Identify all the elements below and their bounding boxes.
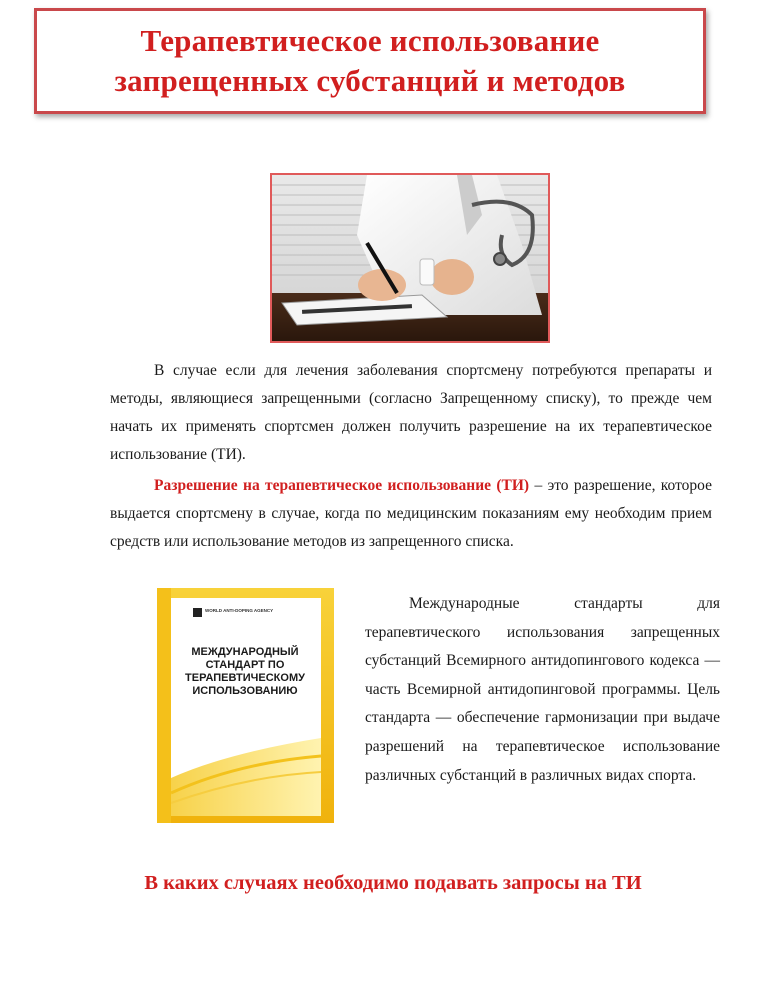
- page-title-line-1: Терапевтическое использование: [140, 23, 600, 58]
- title-box: [34, 8, 706, 114]
- wada-logo-icon: [193, 608, 202, 617]
- book-title: МЕЖДУНАРОДНЫЙ СТАНДАРТ ПО ТЕРАПЕВТИЧЕСКОМУ ИСПОЛЬЗОВАНИЮ: [185, 646, 305, 697]
- standard-book-cover: [157, 588, 334, 823]
- doctor-illustration: [272, 175, 548, 341]
- intro-paragraph: В случае если для лечения заболевания спортсмену потребуются препараты и методы, являющиеся запрещенными (согласно Запрещенному списку), то прежде чем начать их применять спортсмен должен получить разрешение на их терапевтическое использование (ТИ).: [110, 362, 712, 463]
- bottom-heading: В каких случаях необходимо подавать запросы на ТИ: [144, 872, 642, 894]
- standards-paragraph: Международные стандарты для терапевтического использования запрещенных субстанций Всемирного антидопингового кодекса — часть Всемирной антидопинговой программы. Цель стандарта — обеспечение гармонизации при выдаче разрешений на терапевтическое использование различных субстанций в различных видах спорта.: [365, 595, 720, 784]
- book-agency-name: WORLD ANTI-DOPING AGENCY: [205, 608, 274, 613]
- definition-paragraph: [110, 472, 712, 556]
- book-cover-art: [157, 588, 334, 823]
- page-title-line-2: запрещенных субстанций и методов: [114, 63, 626, 98]
- tue-definition-text: – это разрешение, которое выдается спортсмену в случае, когда по медицинским показаниям ему необходим прием средств или использование методов из запрещенного списка.: [110, 477, 712, 550]
- tue-definition-term: Разрешение на терапевтическое использование (ТИ): [154, 477, 530, 494]
- doctor-writing-photo: [270, 173, 550, 343]
